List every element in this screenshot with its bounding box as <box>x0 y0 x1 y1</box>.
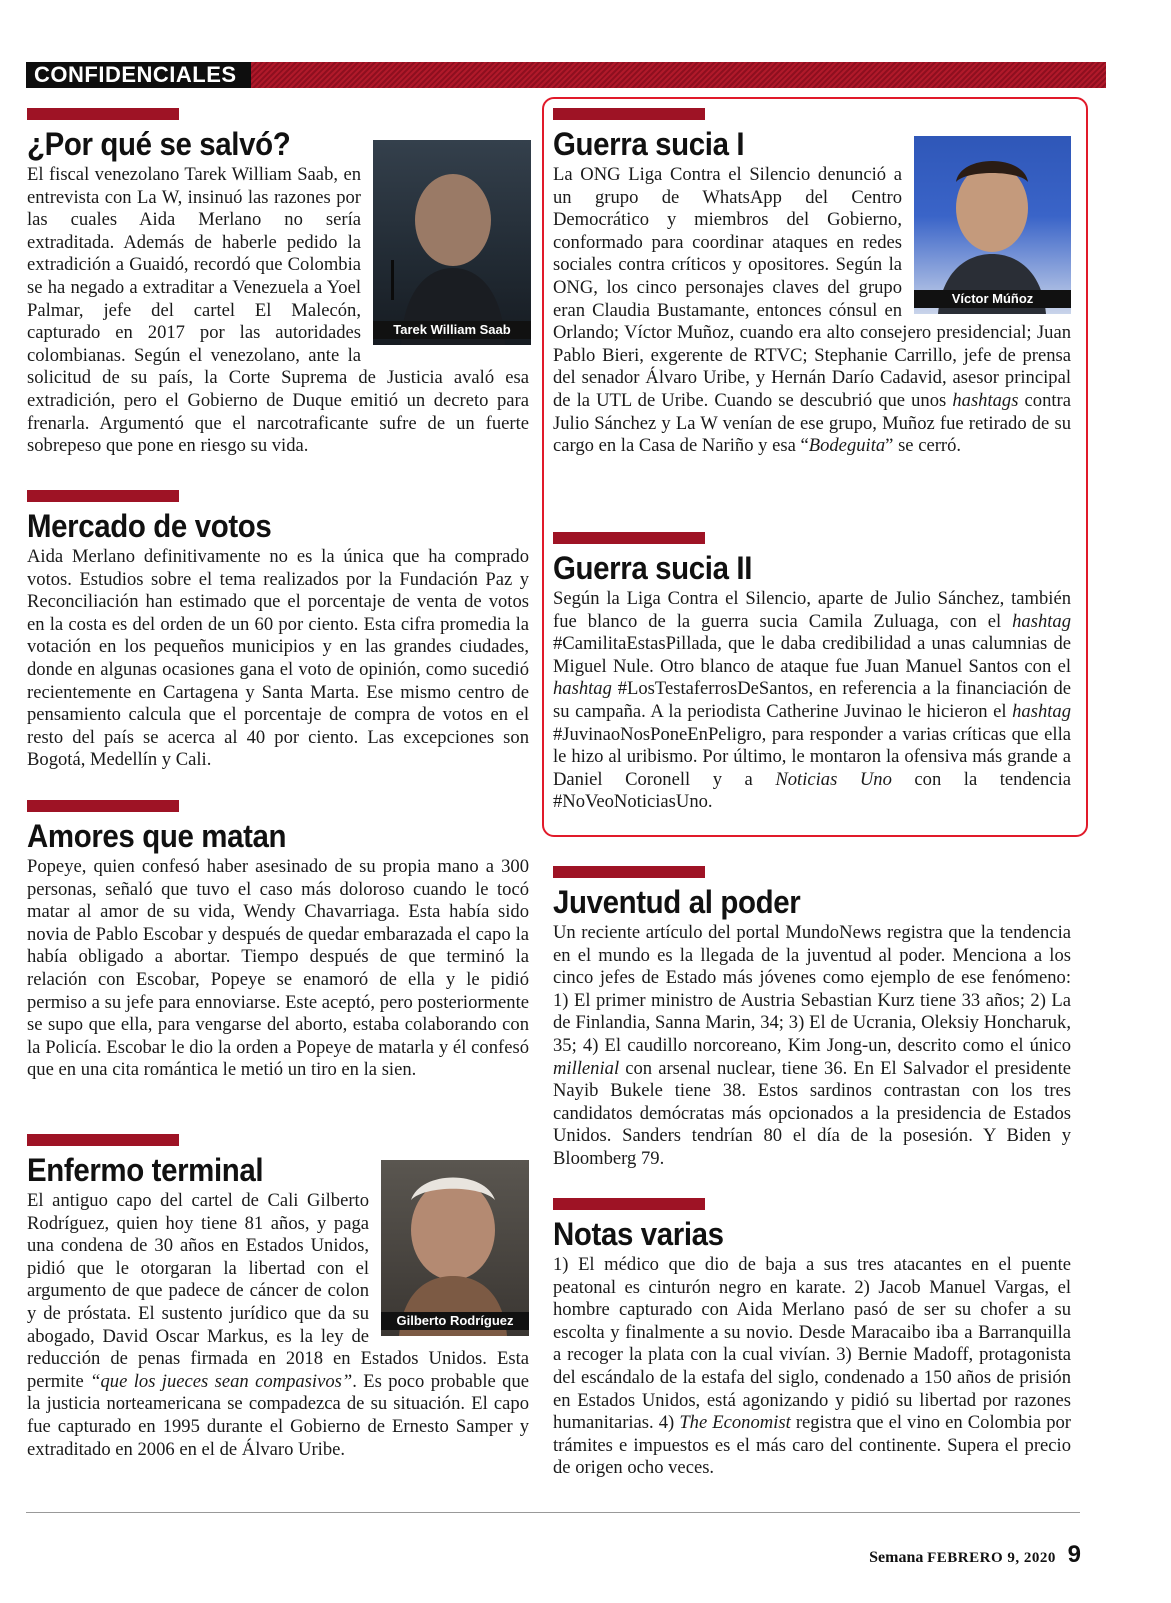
article-body: Aida Merlano definitivamente no es la única que ha comprado votos. Estudios sobre el tema realizados por la Fundación Paz y Reconciliación han estimado que el porcentaje de venta de votos en la costa es del orden de un 60 por ciento. Esta cifra promedia la votación en los pequeños municipios y en las grandes ciudades, donde en algunas ocasiones gana el voto de opinión, como sucedió recientemente en Cartagena y Santa Marta. Ese mismo centro de pensamiento calcula que el porcentaje de compra de votos en el resto del país se acerca al 40 por ciento. Las excepciones son Bogotá, Medellín y Cali. <box>27 546 529 771</box>
headline: Juventud al poder <box>553 884 801 920</box>
headline-bar <box>27 490 179 502</box>
headline: Guerra sucia II <box>553 550 753 586</box>
headline: Notas varias <box>553 1216 724 1252</box>
article-body <box>553 1254 1071 1480</box>
body-text: con la tendencia #NoVeoNoticiasUno. <box>553 768 1072 813</box>
page-number: 9 <box>1067 1541 1081 1568</box>
headline: Amores que matan <box>27 818 287 854</box>
headline: ¿Por qué se salvó? <box>27 126 291 162</box>
body-text: El antiguo capo del cartel de Cali Gilberto Rodríguez, quien hoy tiene 81 años, y paga una condena de 30 años en Estados Unidos, pidió que le otorgaran la libertad con el argumento de que padece de cáncer de colon y de próstata. El sustento jurídico que da su abogado, David Oscar Markus, es la ley de reducción de penas firmada en 2018 en Estados Unidos. Esta permite <box>27 1190 529 1392</box>
body-text: La ONG Liga Contra el Silencio denunció a un grupo de WhatsApp del Centro Democrático y miembros del Gobierno, conformado para coordinar ataques en redes sociales contra críticos y opositores. Según la ONG, los cinco personajes claves del grupo eran Claudia Bustamante, entonces cónsul en Orlando; Víctor Muñoz, cuando era alto consejero presidencial; Juan Pablo Bieri, exgerente de RTVC; Stephanie Carrillo, jefe de prensa del senador Álvaro Uribe, y Hernán Darío Cadavid, asesor principal de la UTL de Uribe. Cuando se descubrió que unos <box>553 164 1071 411</box>
article-body <box>553 922 1071 1171</box>
article-body: Popeye, quien confesó haber asesinado de su propia mano a 300 personas, señaló que tuvo el caso más doloroso cuando le tocó matar al amor de su vida, Wendy Chavarriaga. Esta había sido novia de Pablo Escobar y después de quedar embarazada el capo la había obligado a abortar. Tiempo después de que terminó la relación con Escobar, Popeye se enamoró de ella y le pidió permiso a su jefe para ennoviarse. Este aceptó, pero posteriormente se supo que ella, para vengarse del aborto, estaba colaborando con la Policía. Escobar le dio la orden a Popeye de matarla y él confesó que en una cita romántica le metió un tiro en la sien. <box>27 856 529 1081</box>
section-label: CONFIDENCIALES <box>26 62 251 88</box>
body-text: 1) El médico que dio de baja a sus tres atacantes en el puente peatonal es cinturón negro en karate. 2) Jacob Manuel Vargas, el hombre capturado con Aida Merlano pasó de ser su chofer a su escolta y finalmente a su novio. Desde Maracaibo iba a Barranquilla a recoger la plata con la cual vivían. 3) Bernie Madoff, protagonista del escándalo de la estafa del siglo, condenado a 150 años de prisión en Estados Unidos, está agonizando y pidió su libertad por razones humanitarias. 4) <box>553 1254 1071 1434</box>
headline: Mercado de votos <box>27 508 272 544</box>
body-text: registra que el vino en Colombia por trámites e impuestos es el más caro del continente. Supera el precio de origen ocho veces. <box>553 1412 1071 1479</box>
body-text: #JuvinaoNosPoneEnPeligro, para responder a varias críticas que ella le hizo al uribismo. Por último, le montaron la ofensiva más grande a Daniel Coronell y a <box>553 723 1071 790</box>
headline: Guerra sucia I <box>553 126 745 162</box>
body-text: #LosTestaferrosDeSantos, en referencia a la financiación de su campaña. A la periodista Catherine Juvinao le hicieron el <box>553 678 1071 722</box>
headline-bar <box>27 1134 179 1146</box>
italic-word: millenial <box>553 1057 620 1079</box>
body-text: Según la Liga Contra el Silencio, aparte de Julio Sánchez, también fue blanco de la guerra sucia Camila Zuluaga, con el <box>553 588 1071 632</box>
portrait-silhouette <box>914 136 1071 314</box>
magazine-name: Semana <box>869 1549 924 1566</box>
photo-caption: Gilberto Rodríguez <box>381 1312 529 1330</box>
headline-bar <box>553 108 705 120</box>
article-body: El fiscal venezolano Tarek William Saab, en entrevista con La W, insinuó las razones por las cuales Aida Merlano no sería extraditada. Además de haberle pedido la extradición a Guaidó, recordó que Colombia se ha negado a extraditar a Venezuela a Yoel Palmar, jefe del cartel El Malecón, capturado en 2017 por las autoridades colombianas. Según el venezolano, ante la solicitud de su país, la Corte Suprema de Justicia avaló esa extradición, pero el Gobierno de Duque emitió un decreto para frenarla. Argumentó que el narcotraficante sufre de un fuerte sobrepeso que pone en riesgo su vida. <box>27 164 529 457</box>
headline-bar <box>553 1198 705 1210</box>
article-amores-que-matan <box>27 800 529 1082</box>
article-body <box>553 588 1071 814</box>
page-footer <box>869 1541 1081 1569</box>
victor-munoz-photo <box>914 136 1071 314</box>
body-text: Un reciente artículo del portal MundoNews registra que la tendencia en el mundo es la llegada de la juventud al poder. Menciona a los cinco jefes de Estado más jóvenes como ejemplo de ese fenómeno: 1) El primer ministro de Austria Sebastian Kurz tiene 33 años; 2) La de Finlandia, Sanna Marin, 34; 3) El de Ucrania, Oleksiy Honcharuk, 35; 4) El caudillo norcoreano, Kim Jong-un, descrito como el único <box>553 922 1071 1056</box>
issue-date: FEBRERO 9, 2020 <box>927 1550 1056 1566</box>
tarek-william-saab-photo <box>373 140 531 345</box>
article-enfermo-terminal <box>27 1134 529 1461</box>
body-text: . Es poco probable que la justicia norteamericana se compadezca de su situación. El capo fue capturado en 1995 durante el Gobierno de Ernesto Samper y extraditado en 2006 en el de Álvaro Uribe. <box>27 1370 529 1460</box>
headline: Enfermo terminal <box>27 1152 264 1188</box>
article-mercado-de-votos <box>27 490 529 772</box>
italic-word: hashtags <box>952 389 1019 411</box>
photo-caption: Tarek William Saab <box>373 321 531 339</box>
portrait-silhouette <box>373 140 531 345</box>
quoted-phrase: “que los jueces sean compasivos” <box>90 1370 353 1392</box>
article-juventud-al-poder <box>553 866 1071 1171</box>
section-banner <box>26 62 1106 88</box>
body-text: #CamilitaEstasPillada, que le daba credibilidad a unas calumnias de Miguel Nule. Otro blanco de ataque fue Juan Manuel Santos con el <box>553 633 1071 677</box>
headline-bar <box>27 108 179 120</box>
footer-rule <box>26 1512 1080 1513</box>
article-guerra-sucia-ii <box>553 532 1071 814</box>
italic-word: The Economist <box>679 1412 791 1434</box>
italic-word: hashtag <box>1012 610 1071 632</box>
body-text: con arsenal nuclear, tiene 36. En El Salvador el presidente Nayib Bukele tiene 38. Estos sardinos contrastan con los tres candidatos demócratas más opcionados a la presidencia de Estados Unidos. Sanders tendrían 80 el día de la posesión. Y Biden y Bloomberg 79. <box>553 1057 1071 1169</box>
headline-bar <box>553 866 705 878</box>
italic-word: hashtag <box>553 678 612 700</box>
photo-caption: Víctor Múñoz <box>914 290 1071 308</box>
article-guerra-sucia-i <box>553 108 1071 458</box>
article-notas-varias <box>553 1198 1071 1480</box>
italic-word: Noticias Uno <box>775 768 892 790</box>
article-por-que-se-salvo <box>27 108 529 458</box>
headline-bar <box>553 532 705 544</box>
body-text: ” se cerró. <box>885 435 962 457</box>
headline-bar <box>27 800 179 812</box>
italic-word: Bodeguita <box>808 435 886 457</box>
body-text: contra Julio Sánchez y La W venían de ese grupo, Muñoz fue retirado de su cargo en la Casa de Nariño y esa “ <box>553 389 1072 457</box>
italic-word: hashtag <box>1012 700 1071 722</box>
